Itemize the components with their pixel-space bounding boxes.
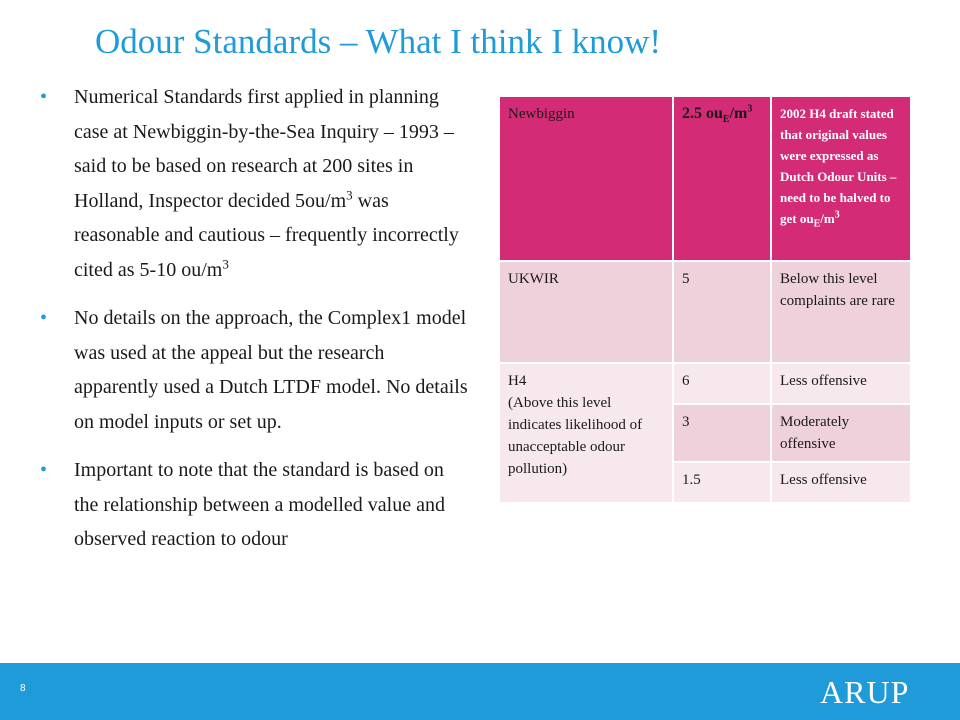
arup-logo: ARUP	[820, 674, 910, 710]
subscript: E	[722, 114, 730, 126]
cell-h4-note: Moderately offensive	[771, 404, 911, 462]
table-header-row	[499, 96, 911, 261]
cell-h4-note: Less offensive	[771, 462, 911, 503]
superscript: 3	[346, 186, 353, 202]
bullet-item-approach	[40, 301, 470, 439]
footer-bar	[0, 663, 960, 720]
table-row-h4-6	[499, 363, 911, 404]
cell-newbiggin-note	[771, 96, 911, 261]
superscript: 3	[222, 255, 229, 271]
h4-name: H4	[508, 373, 527, 389]
cell-h4-value: 3	[673, 404, 771, 462]
odour-standards-table	[498, 95, 912, 504]
slide-title: Odour Standards – What I think I know!	[95, 22, 662, 61]
cell-h4	[499, 363, 673, 503]
value-number: 2.5 ou	[682, 105, 723, 122]
bullet-text: Numerical Standards first applied in planning case at Newbiggin-by-the-Sea Inquiry – 1993 – said to be based on research at 200 sites in Holland, Inspector decided 5ou/m	[74, 86, 454, 212]
value-unit: /m	[729, 105, 748, 122]
bullet-item-newbiggin	[40, 80, 470, 287]
superscript: 3	[834, 209, 840, 221]
cell-newbiggin: Newbiggin	[499, 96, 673, 261]
cell-newbiggin-value	[673, 96, 771, 261]
cell-h4-value: 1.5	[673, 462, 771, 503]
table-row-ukwir	[499, 261, 911, 363]
page-number: 8	[20, 683, 26, 694]
cell-ukwir-note: Below this level complaints are rare	[771, 261, 911, 363]
cell-h4-value: 6	[673, 363, 771, 404]
bullet-item-relationship	[40, 453, 470, 557]
h4-description: (Above this level indicates likelihood of unacceptable odour pollution)	[508, 395, 643, 477]
note-text: 2002 H4 draft stated that original values were expressed as Dutch Odour Units – need to be halved to get ou	[780, 106, 897, 226]
cell-ukwir: UKWIR	[499, 261, 673, 363]
bullet-list	[40, 80, 470, 571]
bullet-text: Important to note that the standard is based on the relationship between a modelled value and observed reaction to odour	[74, 459, 445, 550]
bullet-text: No details on the approach, the Complex1 model was used at the appeal but the research apparently used a Dutch LTDF model. No details on model inputs or set up.	[74, 307, 468, 433]
note-unit: /m	[820, 211, 835, 226]
bullet-text: was reasonable and cautious – frequently incorrectly cited as 5-10 ou/m	[74, 189, 459, 281]
subscript: E	[813, 218, 821, 230]
cell-h4-note: Less offensive	[771, 363, 911, 404]
cell-ukwir-value: 5	[673, 261, 771, 363]
superscript: 3	[747, 103, 753, 115]
